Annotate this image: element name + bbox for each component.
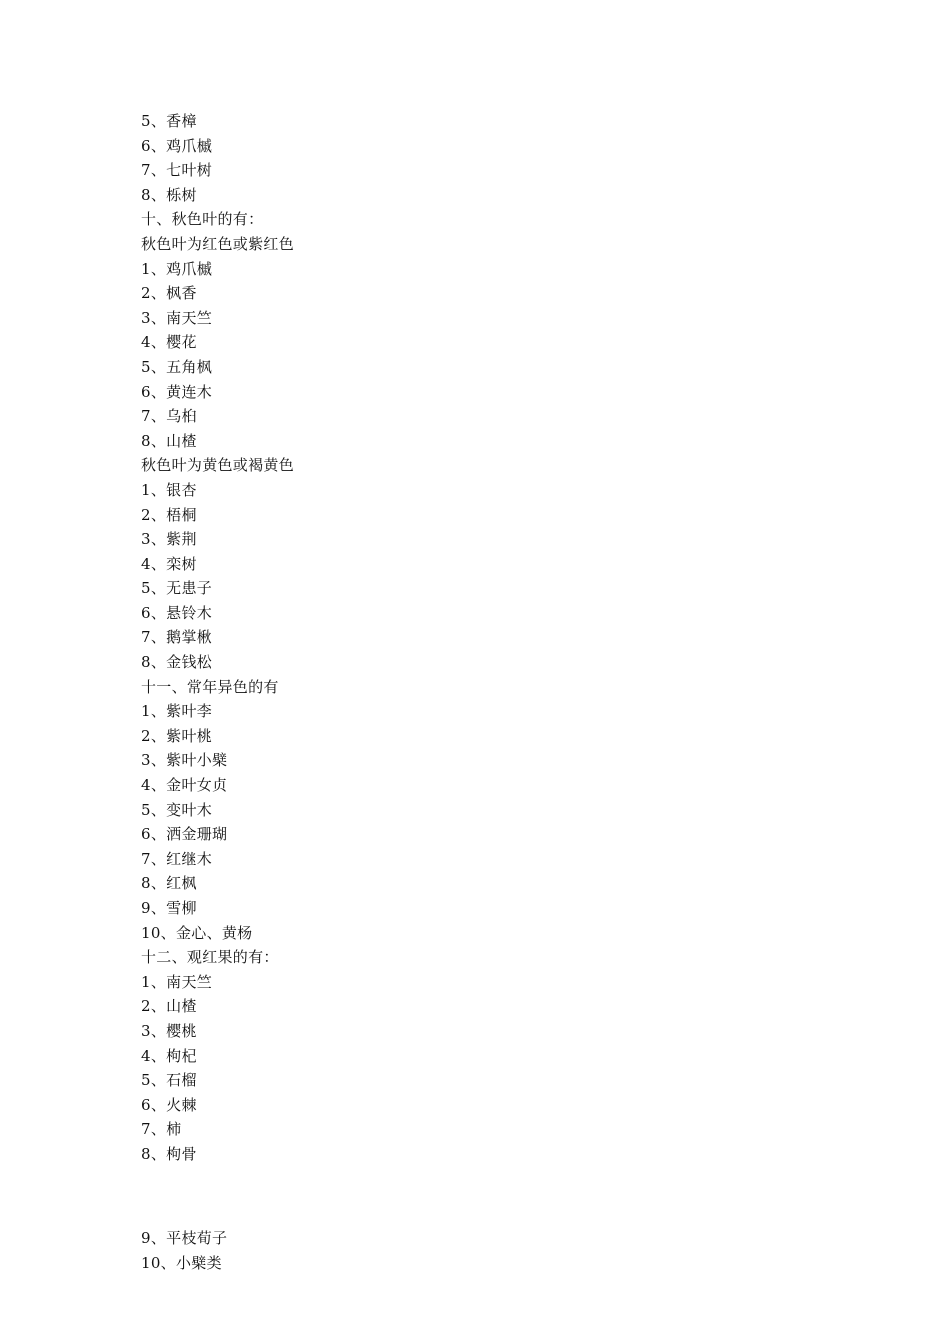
text-line: 10、金心、黄杨 (141, 923, 253, 942)
text-line: 1、紫叶李 (141, 702, 213, 721)
text-line: 3、紫叶小檗 (141, 751, 228, 770)
text-line: 十、秋色叶的有： (141, 210, 264, 229)
text-line: 8、红枫 (141, 874, 197, 893)
text-line: 9、平枝荀子 (141, 1229, 228, 1247)
text-line: 秋色叶为黄色或褐黄色 (141, 456, 295, 475)
text-line: 5、石榴 (141, 1071, 197, 1090)
text-line: 4、枸杞 (141, 1046, 197, 1065)
text-line: 2、山楂 (141, 997, 197, 1016)
text-line: 8、山楂 (141, 431, 197, 450)
text-line: 3、南天竺 (141, 308, 213, 327)
text-line: 6、火棘 (141, 1095, 197, 1114)
text-line: 7、七叶树 (141, 161, 213, 180)
text-line: 7、柿 (141, 1120, 182, 1139)
text-line: 4、金叶女贞 (141, 776, 228, 795)
text-line: 7、乌桕 (141, 407, 197, 426)
text-line: 9、雪柳 (141, 899, 197, 917)
text-line: 8、金钱松 (141, 653, 213, 672)
text-line: 4、樱花 (141, 333, 197, 352)
text-line: 7、红继木 (141, 849, 213, 868)
text-line: 5、五角枫 (141, 357, 213, 376)
text-line: 十二、观红果的有： (141, 948, 279, 967)
text-line: 1、南天竺 (141, 972, 213, 991)
text-line: 6、黄连木 (141, 382, 213, 401)
text-line: 秋色叶为红色或紫红色 (141, 234, 295, 253)
text-line: 3、紫荆 (141, 530, 197, 549)
text-line: 7、鹅掌楸 (141, 628, 213, 647)
text-line: 8、栎树 (141, 185, 197, 204)
text-line: 十一、常年异色的有 (141, 677, 279, 696)
text-block-bottom (141, 1226, 227, 1275)
text-line: 2、紫叶桃 (141, 726, 213, 745)
text-line: 1、鸡爪槭 (141, 259, 213, 278)
text-block-main (141, 109, 294, 1167)
text-line: 5、香樟 (141, 112, 197, 130)
text-line: 2、枫香 (141, 284, 197, 303)
text-line: 1、银杏 (141, 480, 197, 499)
text-line: 6、洒金珊瑚 (141, 825, 228, 844)
text-line: 10、小檗类 (141, 1253, 222, 1272)
text-line: 8、枸骨 (141, 1144, 197, 1163)
text-line: 5、无患子 (141, 579, 213, 598)
text-line: 6、悬铃木 (141, 603, 213, 622)
text-line: 5、变叶木 (141, 800, 213, 819)
text-line: 6、鸡爪槭 (141, 136, 213, 155)
text-line: 4、栾树 (141, 554, 197, 573)
text-line: 2、梧桐 (141, 505, 197, 524)
text-line: 3、樱桃 (141, 1021, 197, 1040)
